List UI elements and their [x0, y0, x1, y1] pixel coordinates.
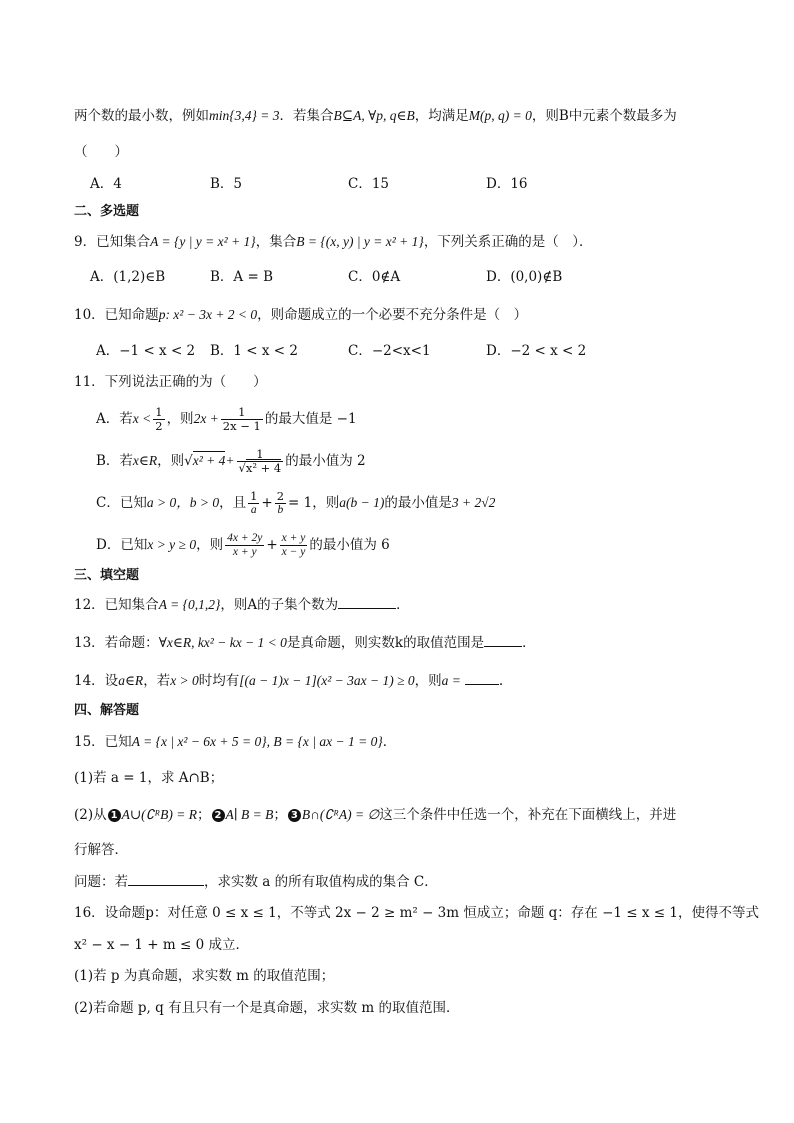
text: D．已知: [96, 537, 148, 553]
q11-option-b: [96, 446, 366, 476]
math: B⊆A, ∀p, q∈B: [333, 108, 415, 123]
fraction: [237, 448, 284, 475]
math: x > 0: [170, 673, 199, 688]
text: ，集合: [255, 234, 297, 250]
q11-option-c: [96, 488, 495, 518]
text: ，则: [166, 411, 194, 427]
text: 的最小值为 6: [309, 537, 390, 553]
text: 15．已知: [74, 734, 132, 750]
text: B．若: [96, 453, 133, 469]
q8-continuation: [74, 106, 677, 126]
q16-part2: (2)若命题 p, q 有且只有一个是真命题，求实数 m 的取值范围．: [74, 1000, 460, 1016]
q10-option-d: D．−2 < x < 2: [486, 343, 587, 359]
q10-option-c: C．−2<x<1: [348, 343, 431, 359]
text: 的最小值是: [384, 495, 452, 511]
text: .: [498, 673, 504, 689]
math: x > y ≥ 0: [147, 537, 197, 552]
answer-blank: [484, 632, 522, 647]
text: 12．已知集合: [74, 597, 159, 613]
math: 2x +: [193, 411, 219, 426]
q15-part1: (1)若 a = 1，求 A∩B；: [74, 770, 224, 786]
text: 10．已知命题: [74, 307, 159, 323]
fraction: [221, 406, 263, 433]
q10-stem: [74, 305, 527, 325]
text: C．已知: [96, 495, 147, 511]
text: ，则命题成立的一个必要不充分条件是（ ）: [257, 307, 528, 323]
q8-option-d: D．16: [486, 176, 528, 192]
q16-part1: (1)若 p 为真命题，求实数 m 的取值范围；: [74, 968, 335, 984]
radicand: x² + 4: [245, 461, 282, 475]
q15-part2: [74, 805, 676, 825]
math: A = {x | x² − 6x + 5 = 0}, B = {x | ax − 1 = 0}: [131, 734, 383, 749]
q9-option-d: D．(0,0)∉B: [486, 269, 563, 285]
text: ，下列关系正确的是（ ）．: [423, 234, 593, 250]
text: ，则: [196, 537, 224, 553]
denominator: a: [250, 504, 257, 516]
denominator: 2: [155, 419, 163, 433]
math: M(p, q) = 0: [468, 108, 532, 123]
fraction: [275, 490, 286, 517]
q8-option-a: A．4: [90, 176, 122, 192]
numerator: 4x + 2y: [227, 532, 263, 544]
math: x∈R: [132, 453, 158, 468]
denominator: 2x − 1: [222, 419, 261, 433]
text: ，则: [157, 453, 185, 469]
math: 3 + 2√2: [451, 495, 496, 510]
math: min{3,4} = 3: [209, 108, 280, 123]
text: ．: [522, 635, 536, 651]
math: a > 0，b > 0: [146, 495, 220, 510]
text: 是真命题，则实数k的取值范围是: [286, 635, 485, 651]
math: x <: [132, 411, 152, 426]
denominator: x + y: [232, 546, 257, 558]
denominator: b: [277, 504, 284, 516]
math: p: x² − 3x + 2 < 0: [158, 307, 258, 322]
text: (2)从: [74, 807, 107, 823]
text: ，则A的子集个数为: [220, 597, 339, 613]
text: 问题：若: [74, 874, 128, 890]
circled-number-2: 2: [212, 809, 225, 822]
q11-option-a: [96, 404, 357, 434]
math: +: [266, 537, 278, 553]
text: 这三个条件中任选一个，补充在下面横线上，并进: [379, 807, 677, 823]
text: 13．若命题：: [74, 635, 159, 651]
text: ，求实数 a 的所有取值构成的集合 C．: [204, 874, 438, 890]
q10-option-b: B．1 < x < 2: [210, 343, 299, 359]
q11-option-d: [96, 530, 390, 560]
q14-stem: [74, 670, 503, 691]
numerator: 1: [221, 406, 263, 420]
q8-paren: （ ）: [74, 144, 128, 160]
q9-stem: [74, 232, 593, 252]
answer-blank: [465, 670, 499, 685]
numerator: 1: [155, 405, 163, 419]
numerator: 2: [276, 489, 285, 503]
math: +: [225, 453, 235, 468]
text: 时均有: [198, 673, 240, 689]
q9-option-a: A．(1,2)∈B: [90, 269, 166, 285]
section-title-answer: 四、解答题: [74, 703, 140, 718]
numerator: 1: [250, 489, 258, 503]
text: 的最小值为 2: [285, 453, 366, 469]
text: ，均满足: [414, 108, 469, 124]
math: = 1: [288, 495, 313, 511]
q16-stem-continued: x² − x − 1 + m ≤ 0 成立．: [74, 937, 249, 953]
q9-option-c: C．0∉A: [348, 269, 401, 285]
text: ；: [273, 807, 287, 823]
q13-stem: [74, 632, 536, 653]
radicand: x² + 4: [192, 453, 226, 468]
circled-number-1: 1: [108, 809, 121, 822]
text: 的最大值是 −1: [264, 411, 357, 427]
denominator: √x² + 4: [238, 461, 282, 475]
math: a =: [441, 673, 461, 688]
text: A．若: [96, 411, 133, 427]
section-title-multi-choice: 二、多选题: [74, 204, 140, 219]
math: a(b − 1): [339, 495, 385, 510]
text: 16．设命题: [74, 905, 146, 921]
text: ，则B中元素个数最多为: [531, 108, 677, 124]
math: [(a − 1)x − 1](x² − 3ax − 1) ≥ 0: [239, 673, 415, 688]
math: +: [261, 495, 273, 511]
math: A = {0,1,2}: [158, 597, 221, 612]
q12-stem: [74, 594, 410, 615]
text: ．若集合: [279, 108, 334, 124]
text: 两个数的最小数，例如: [74, 108, 209, 124]
text: ．: [396, 597, 410, 613]
fraction: [153, 406, 164, 433]
denominator: x − y: [281, 546, 306, 558]
q8-option-b: B．5: [210, 176, 243, 192]
math: A∣ B = B: [225, 807, 274, 822]
numerator: x + y: [281, 532, 306, 544]
q15-stem: [74, 732, 396, 752]
text: p：对任意 0 ≤ x ≤ 1，不等式 2x − 2 ≥ m² − 3m 恒成立；命题 q：存在 −1 ≤ x ≤ 1，使得不等式: [145, 905, 759, 921]
fraction: [248, 490, 259, 517]
text: 14．设: [74, 673, 119, 689]
fraction: [280, 532, 308, 559]
answer-blank: [128, 871, 204, 886]
q8-option-c: C．15: [348, 176, 390, 192]
q10-option-a: A．−1 < x < 2: [96, 343, 196, 359]
math: B = {(x, y) | y = x² + 1}: [296, 234, 424, 249]
math: ∀x∈R, kx² − kx − 1 < 0: [158, 635, 287, 650]
math: A = {y | y = x² + 1}: [150, 234, 256, 249]
answer-blank: [338, 594, 396, 609]
text: ，若: [143, 673, 171, 689]
math: A∪(∁ᴿB) = R: [121, 807, 197, 822]
q15-part2-continued: 行解答．: [74, 842, 128, 858]
q11-stem: 11．下列说法正确的为（ ）: [74, 374, 267, 390]
math: B∩(∁ᴿA) = ∅: [301, 807, 380, 822]
q16-stem: [74, 903, 759, 923]
text: ，则: [312, 495, 340, 511]
numerator: 1: [237, 448, 284, 462]
section-title-fill-blank: 三、填空题: [74, 568, 140, 583]
q15-problem: [74, 871, 438, 892]
text: 9．已知集合: [74, 234, 151, 250]
math: a∈R: [118, 673, 144, 688]
q9-option-b: B．A = B: [210, 269, 273, 285]
text: ．: [382, 734, 397, 750]
text: ，且: [219, 495, 247, 511]
circled-number-3: 3: [288, 809, 301, 822]
sqrt-sign: √: [184, 453, 193, 469]
text: ，则: [414, 673, 442, 689]
fraction: [225, 532, 264, 559]
text: ；: [197, 807, 211, 823]
